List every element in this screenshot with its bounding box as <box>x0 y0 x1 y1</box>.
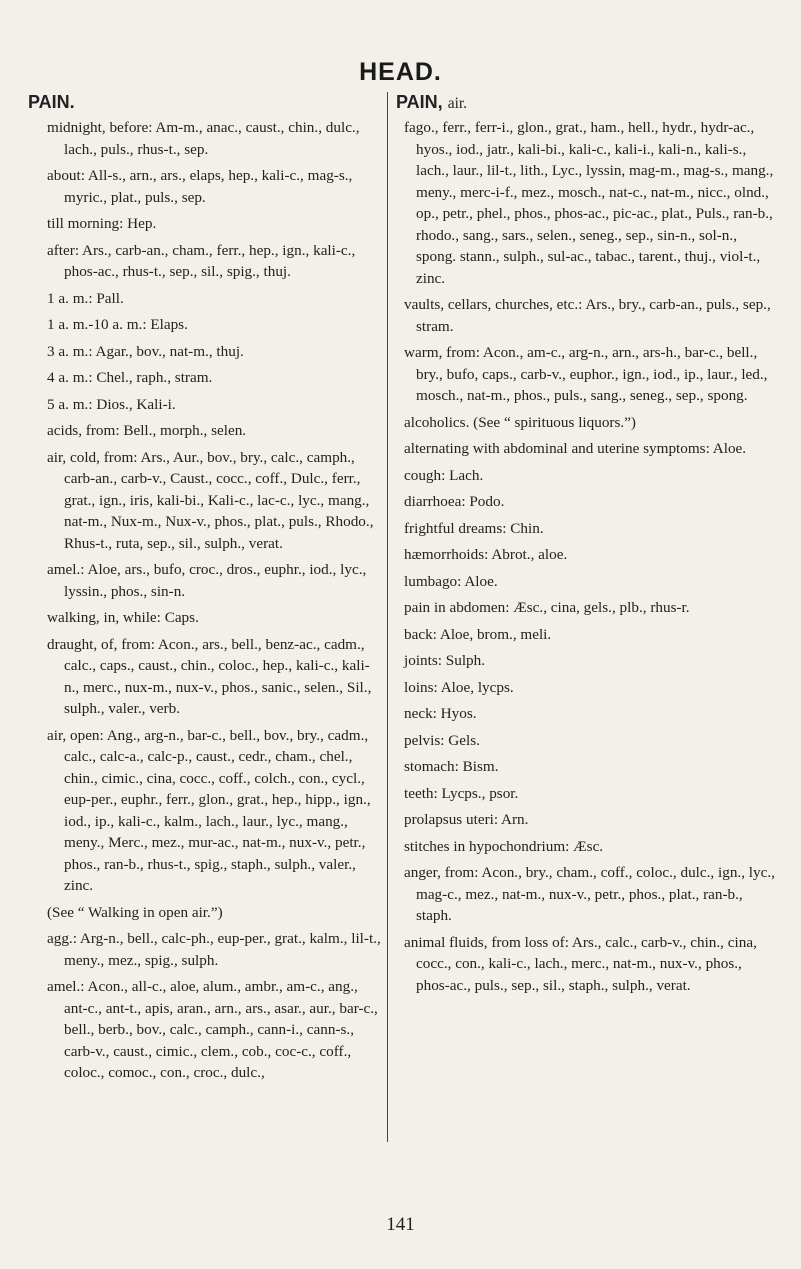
running-header: HEAD. <box>359 58 442 86</box>
rubric-entry: back: Aloe, brom., meli. <box>404 625 552 643</box>
left-column-title: PAIN. <box>28 92 75 112</box>
rubric-entry: about: All-s., arn., ars., elaps, hep., kali-c., mag-s., myric., plat., puls., sep. <box>47 167 353 206</box>
rubric-entry: 5 a. m.: Dios., Kali-i. <box>47 395 176 413</box>
rubric-entry: pelvis: Gels. <box>404 731 480 749</box>
rubric-entry: neck: Hyos. <box>404 705 477 722</box>
rubric-entry: diarrhoea: Podo. <box>404 493 505 510</box>
right-column-title-sub: air. <box>447 95 468 112</box>
rubric-entry: warm, from: Acon., am-c., arg-n., arn., ars-h., bar-c., bell., bry., bufo, caps., carb-v., euphor., ign., iod., ip., laur., led., mosch., nat-m., phos., puls., sang., seneg., sep., spong. <box>404 344 768 404</box>
rubric-entry: prolapsus uteri: Arn. <box>404 811 529 828</box>
right-column-title-main: PAIN, <box>396 92 443 112</box>
rubric-entry: joints: Sulph. <box>404 652 486 669</box>
rubric-entry: midnight, before: Am-m., anac., caust., chin., dulc., lach., puls., rhus-t., sep. <box>47 119 360 158</box>
rubric-entry: till morning: Hep. <box>47 215 157 232</box>
left-column <box>24 92 384 1089</box>
rubric-entry: fago., ferr., ferr-i., glon., grat., ham., hell., hydr., hydr-ac., hyos., iod., jatr., kali-bi., kali-c., kali-i., kali-n., kali-s., lach., laur., lil-t., lith., Lyc., lyssin, mag-m., mag-s., mang., meny., merc-i-f., mez., mosch., nat-c., nat-m., nicc., olnd., op., petr., phel., phos., phos-ac., pic-ac., plat., Puls., ran-b., rhodo., sang., sars., selen., seneg., sep., sin-n., sol-n., spong. stann., sulph., sul-ac., tabac., tarent., thuj., viol-t., zinc. <box>404 119 774 287</box>
rubric-entry: agg.: Arg-n., bell., calc-ph., eup-per., grat., kalm., lil-t., meny., mez., spig., sulph. <box>47 930 381 969</box>
page-number: 141 <box>386 1214 415 1235</box>
rubric-entry: air, open: Ang., arg-n., bar-c., bell., bov., bry., cadm., calc., calc-a., calc-p., caust., cedr., cham., chel., chin., cimic., cina, cocc., coff., colch., con., cycl., eup-per., euphr., ferr., glon., grat., hep., hipp., ign., iod., ip., kali-c., kalm., lach., laur., lyc., mang., meny., Merc., mez., mur-ac., nat-m., nux-v., petr., phos., ran-b., rhus-t., spig., staph., sulph., valer., zinc. <box>47 726 371 894</box>
rubric-entry: air, cold, from: Ars., Aur., bov., bry., calc., camph., carb-an., carb-v., Caust., cocc., coff., Dulc., ferr., grat., ign., iris, kali-bi., Kali-c., lac-c., lyc., mang., nat-m., Nux-m., Nux-v., phos., plat., puls., Rhodo., Rhus-t., ruta, sep., sil., sulph., verat. <box>47 448 374 552</box>
rubric-entry: alternating with abdominal and uterine symptoms: Aloe. <box>404 440 747 457</box>
rubric-entry: 1 a. m.-10 a. m.: Elaps. <box>47 316 188 333</box>
rubric-entry: draught, of, from: Acon., ars., bell., benz-ac., cadm., calc., caps., caust., chin., coloc., hep., kali-c., kali-n., merc., nux-m., nux-v., phos., sanic., selen., Sil., sulph., valer., verb. <box>47 635 372 717</box>
rubric-entry: frightful dreams: Chin. <box>404 519 544 537</box>
rubric-entry: teeth: Lycps., psor. <box>404 784 519 802</box>
rubric-entry: walking, in, while: Caps. <box>47 609 199 626</box>
rubric-entry: 4 a. m.: Chel., raph., stram. <box>47 369 213 386</box>
rubric-entry: vaults, cellars, churches, etc.: Ars., bry., carb-an., puls., sep., stram. <box>404 296 771 335</box>
right-column <box>392 92 777 1001</box>
rubric-entry: alcoholics. (See “ spirituous liquors.”) <box>404 413 636 431</box>
rubric-entry: anger, from: Acon., bry., cham., coff., coloc., dulc., ign., lyc., mag-c., mez., nat-m., nux-v., petr., phos., plat., ran-b., staph. <box>404 864 775 924</box>
right-column-title <box>392 92 777 113</box>
rubric-entry: amel.: Acon., all-c., aloe, alum., ambr., am-c., ang., ant-c., ant-t., apis, aran., arn., ars., asar., aur., bar-c., bell., berb., bov., calc., camph., cann-i., cann-s., carb-v., caust., cimic., clem., cob., coc-c., coff., coloc., comoc., con., croc., dulc., <box>47 978 378 1081</box>
rubric-entry: 1 a. m.: Pall. <box>47 289 124 307</box>
rubric-entry: stomach: Bism. <box>404 758 499 775</box>
rubric-entry: after: Ars., carb-an., cham., ferr., hep., ign., kali-c., phos-ac., rhus-t., sep., sil., spig., thuj. <box>47 241 356 280</box>
rubric-entry: hæmorrhoids: Abrot., aloe. <box>404 546 568 563</box>
rubric-entry: amel.: Aloe, ars., bufo, croc., dros., euphr., iod., lyc., lyssin., phos., sin-n. <box>47 561 367 600</box>
column-divider <box>387 92 388 1142</box>
rubric-entry: acids, from: Bell., morph., selen. <box>47 422 247 439</box>
rubric-entry: 3 a. m.: Agar., bov., nat-m., thuj. <box>47 342 244 360</box>
rubric-entry: stitches in hypochondrium: Æsc. <box>404 837 604 855</box>
rubric-entry: cough: Lach. <box>404 466 484 484</box>
rubric-entry: pain in abdomen: Æsc., cina, gels., plb., rhus-r. <box>404 599 690 616</box>
rubric-entry: (See “ Walking in open air.”) <box>47 903 223 921</box>
rubric-entry: lumbago: Aloe. <box>404 572 498 590</box>
rubric-entry: animal fluids, from loss of: Ars., calc., carb-v., chin., cina, cocc., con., kali-c., lach., merc., nat-m., nux-v., phos., phos-ac., puls., sep., sil., staph., sulph., verat. <box>404 933 757 994</box>
rubric-entry: loins: Aloe, lycps. <box>404 678 514 696</box>
